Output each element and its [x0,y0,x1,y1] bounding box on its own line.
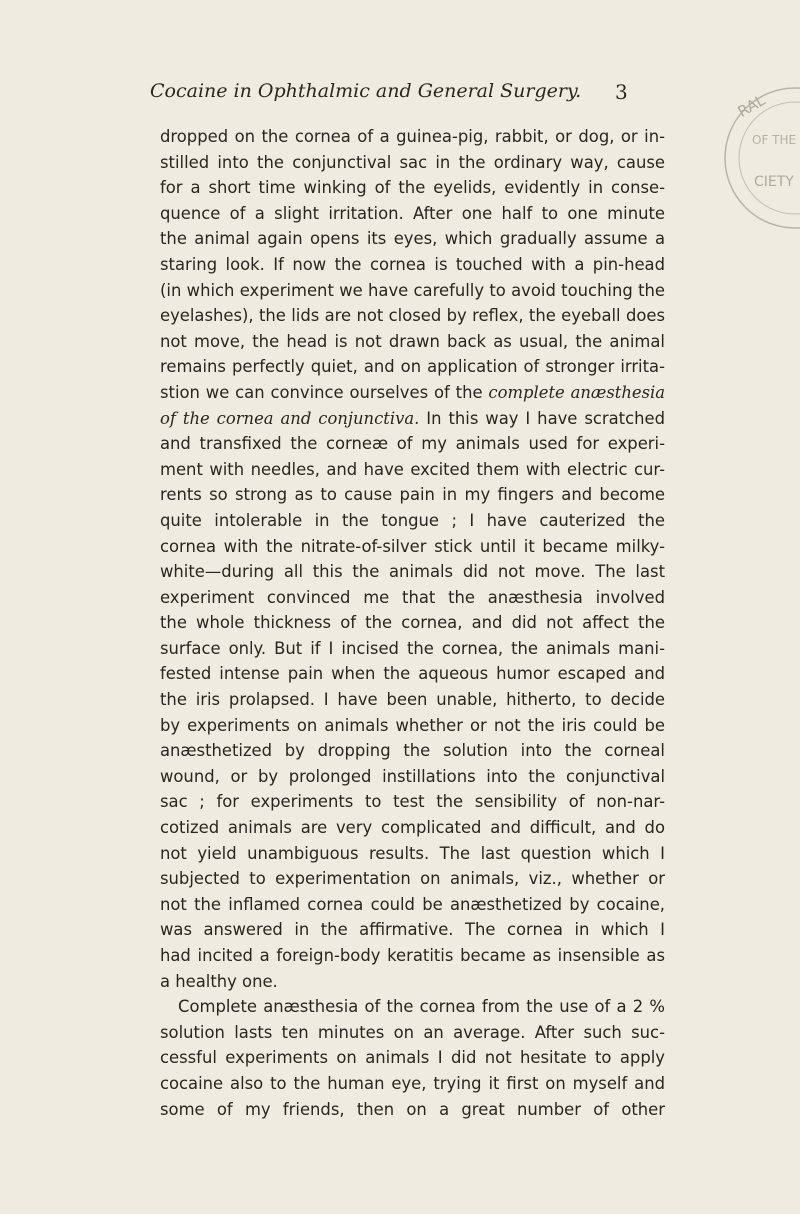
text-line-38: cocaine also to the human eye, trying it first on myself and [160,1073,665,1093]
text-line-33: had incited a foreign-body keratitis became as insensible as [160,946,665,965]
text-line-36: solution lasts ten minutes on an average. After such suc- [160,1022,665,1042]
text-line-11 [160,380,665,406]
text-line-30: subjected to experimentation on animals, viz., whether or [160,869,665,889]
text-line-25: anæsthetized by dropping the solution into the corneal [160,741,665,761]
running-head [0,80,800,110]
text-line-10: remains perfectly quiet, and on application of stronger irrita- [160,357,665,377]
text-line-32: was answered in the affirmative. The cornea in which I [160,920,665,940]
running-title: Cocaine in Ophthalmic and General Surgery. [150,80,582,102]
text-line-3: for a short time winking of the eyelids, evidently in conse- [160,178,665,198]
text-line-23: the iris prolapsed. I have been unable, hitherto, to decide [160,690,665,710]
text-line-1: dropped on the cornea of a guinea-pig, rabbit, or dog, or in- [160,127,665,146]
text-line-6: staring look. If now the cornea is touched with a pin-head [160,254,665,274]
text-line-18: white—during all this the animals did not move. The last [160,562,665,582]
stamp-text-2: OF THE [752,133,797,147]
text-line-29: not yield unambiguous results. The last question which I [160,843,665,863]
stamp-text-3: CIETY [754,174,794,190]
text-line-17: cornea with the nitrate-of-silver stick until it became milky- [160,536,665,556]
text-line-12 [160,406,665,432]
text-line-11-start: stion we can convince ourselves of the [160,382,489,402]
body-text [160,124,665,1122]
text-line-14: ment with needles, and have excited them with electric cur- [160,459,665,479]
text-line-13: and transfixed the corneæ of my animals used for experi- [160,434,665,454]
text-line-26: wound, or by prolonged instillations into the conjunctival [160,766,665,786]
text-line-24: by experiments on animals whether or not the iris could be [160,715,665,735]
page-number: 3 [615,80,628,104]
text-line-35: Complete anæsthesia of the cornea from the use of a 2 % [178,997,665,1017]
text-line-2: stilled into the conjunctival sac in the ordinary way, cause [160,152,665,172]
text-line-37: cessful experiments on animals I did not hesitate to apply [160,1048,665,1068]
text-line-12-end: In this way I have scratched [419,408,665,428]
text-line-7: (in which experiment we have carefully to avoid touching the [160,280,665,300]
emphasis-cornea-conjunctiva: of the cornea and conjunctiva. [160,408,420,428]
text-line-4: quence of a slight irritation. After one half to one minute [160,203,665,223]
text-line-9: not move, the head is not drawn back as usual, the animal [160,331,665,351]
text-line-19: experiment convinced me that the anæsthesia involved [160,587,665,607]
text-line-31: not the inflamed cornea could be anæsthetized by cocaine, [160,894,665,914]
text-line-5: the animal again opens its eyes, which gradually assume a [160,229,665,249]
text-line-34: a healthy one. [160,971,278,991]
text-line-21: surface only. But if I incised the cornea, the animals mani- [160,638,665,658]
emphasis-complete-anaesthesia: complete anæsthesia [488,382,666,402]
text-line-15: rents so strong as to cause pain in my fingers and become [160,485,665,505]
text-line-28: cotized animals are very complicated and difficult, and do [160,818,665,838]
library-stamp [700,78,800,298]
text-line-20: the whole thickness of the cornea, and did not affect the [160,613,665,633]
text-line-8: eyelashes), the lids are not closed by reflex, the eyeball does [160,306,665,326]
stamp-text-1: RAL [734,91,769,121]
text-line-16: quite intolerable in the tongue ; I have cauterized the [160,510,665,530]
text-line-39: some of my friends, then on a great number of other [160,1099,665,1119]
text-line-22: fested intense pain when the aqueous humor escaped and [160,664,665,684]
text-line-27: sac ; for experiments to test the sensibility of non-nar- [160,792,665,812]
